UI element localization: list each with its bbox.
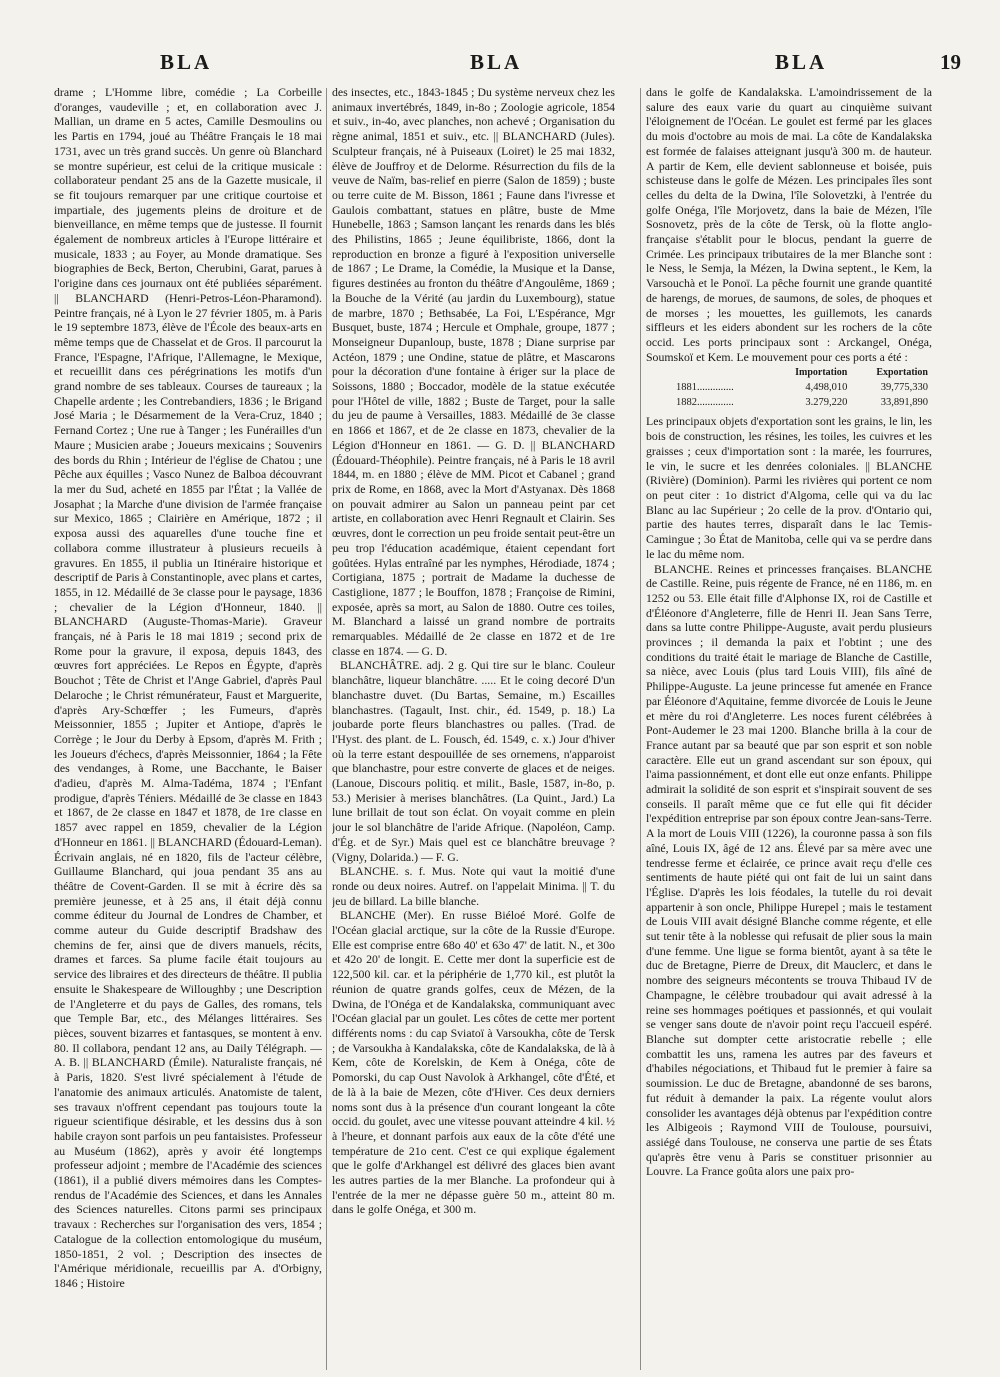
table-row: [646, 381, 932, 396]
entry-blanche-music: BLANCHE. s. f. Mus. Note qui vaut la moitié d'une ronde ou deux noires. Autref. on l'appelait Minima. || T. du jeu de billard. La bille blanche.: [332, 864, 615, 908]
paragraph: des insectes, etc., 1843-1845 ; Du système nerveux chez les animaux invertébrés, 1849, in-8o ; Zoologie agricole, 1854 et suiv., in-4o, avec planches, non achevé ; Organisation du règne animal, 1851 et suiv., etc. || BLANCHARD (Jules). Sculpteur français, né à Puiseaux (Loiret) le 25 mai 1832, élève de Jouffroy et de Delorme. Résurrection du fils de la veuve de Naïm, bas-relief en pierre (Salon de 1859) ; buste ou terre cuite de M. Bisson, 1861 ; Faune dans l'ivresse et Gaulois combattant, statues en plâtre, buste de Mme Hunebelle, 1863 ; Samson lançant les renards dans les blés des Philistins, 1865 ; Jeune équilibriste, 1866, dont la reproduction en bronze a figuré à l'exposition universelle de 1867 ; Le Drame, la Comédie, la Musique et la Danse, figures destinées au fronton du théâtre d'Angoulême, 1869 ; la Bouche de la Vérité (au jardin du Luxembourg), statue de marbre, 1870 ; Bethsabée, La Foi, L'Espérance, Mgr Busquet, buste, 1874 ; Hercule et Omphale, groupe, 1877 ; Monseigneur Dupanloup, buste, 1878 ; Diane surprise par Actéon, 1879 ; une Ondine, statue de plâtre, et Mascarons pour la décoration d'une fontaine à ériger sur la place de Soissons, 1880 ; Boccador, modèle de la statue exécutée pour l'Hôtel de ville, 1882 ; Buste de Target, pour la salle du jeu de paume à Versailles, 1883. Médaillé de 3e classe en 1866 et 1867, et de 2e classe en 1873, chevalier de la Légion d'Honneur en 1861. — G. D. || BLANCHARD (Édouard-Théophile). Peintre français, né à Paris le 18 avril 1844, m. en 1880 ; élève de MM. Picot et Cabanel ; grand prix de Rome, en 1868, avec la Mort d'Astyanax. Dès 1868 on pouvait admirer au Salon un panneau peint par cet artiste, en collaboration avec Henri Regnault et Clairin. Ses œuvres, dont le correction un peu froide sentait peut-être un peu trop l'éducation académique, étaient cependant fort goûtées. Hylas entraîné par les nymphes, Hérodiade, 1874 ; Cortigiana, 1875 ; portrait de Madame la duchesse de Castiglione, 1877 ; le Bouffon, 1878 ; Françoise de Rimini, exposée, après sa mort, au Salon de 1880. Outre ces toiles, M. Blanchard a laissé un grand nombre de portraits remarquables. Médaillé de 2e classe en 1872 et de 1re classe en 1874. — G. D.: [332, 85, 615, 658]
entry-blanchatre: BLANCHÂTRE. adj. 2 g. Qui tire sur le blanc. Couleur blanchâtre, liqueur blanchâtre. ..... Et le coing decoré D'un blanchastre duvet. (Du Bartas, Semaine, m.) Escailles blanchastres. (Tagault, Inst. chir., éd. 1549, p. 18.) La joubarde porte fleurs blanchastres ou palles. (Trad. de l'Hyst. des plant. de L. Fousch, éd. 1549, c. x.) Jour d'hiver où la terre estant despouillée de ses ornemens, n'apparoist que blanchastre, pour estre converte de glaces et de neiges. (Lanoue, Discours politiq. et milit., Basle, 1587, in-8o, p. 53.) Merisier à merises blanchâtres. (La Quint., Jard.) La lune brillait de tout son éclat. On voyait comme en plein jour le sol blanchâtre de l'aride Afrique. (Napoléon, Camp. d'Ég. et de Syr.) Mais quel est ce blanchâtre breuvage ? (Vigny, Dolarida.) — F. G.: [332, 658, 615, 864]
running-head-center: BLA: [470, 50, 523, 74]
paragraph: drame ; L'Homme libre, comédie ; La Corbeille d'oranges, vaudeville ; et, en collaboration avec J. Mallian, un drame en 5 actes, Camille Desmoulins ou les Partis en 1794, joué au Théâtre Français le 18 mai 1731, avec un très grand succès. Un genre où Blanchard se montre supérieur, est celui de la critique musicale : collaborateur pendant 25 ans de la Gazette musicale, il se fit toujours remarquer par une critique courtoise et impartiale, des jugements pleins de droiture et de bienveillance, en même temps que de justesse. Il fournit également de nombreux articles à l'Europe littéraire et musicale, 1833 ; au Foyer, au Monde dramatique. Ses biographies de Beck, Berton, Cherubini, Garat, parues à l'origine dans ces journaux ont été publiées séparément. || BLANCHARD (Henri-Petros-Léon-Pharamond). Peintre français, né à Lyon le 27 février 1805, m. à Paris le 19 septembre 1873, élève de l'École des beaux-arts en même temps que de Chasselat et de Gros. Il parcourut la France, l'Espagne, l'Afrique, l'Allemagne, le Mexique, et recueillit dans ces pérégrinations les motifs d'un grand nombre de ses tableaux. Courses de taureaux ; la Chapelle ardente ; les Contrebandiers, 1836 ; le Brigand José Maria ; le Désarmement de la Vera-Cruz, 1840 ; Fernand Cortez ; Une rue à Tanger ; les Funérailles d'un Maure ; Musicien arabe ; Joueurs mexicains ; Souvenirs des bords du Rhin ; Intérieur de l'église de Chatou ; une Pêche aux équilles ; Vasco Nunez de Balboa découvrant la mer du Sud, acheté en 1855 par l'État ; la Vallée de Josaphat ; la Marche d'une division de l'armée française sur Mexico, 1865 ; Clairière en Amérique, 1872 ; il exposa aussi des aquarelles d'une touche fine et collabora comme illustrateur à plusieurs recueils à gravures. En 1855, il publia un Itinéraire historique et descriptif de Paris à Constantinople, avec plans et cartes, 1855, in 12. Médaillé de 3e classe pour le paysage, 1836 ; chevalier de la Légion d'Honneur, 1840. || BLANCHARD (Auguste-Thomas-Marie). Graveur français, né à Paris le 18 mai 1819 ; second prix de Rome pour la gravure, il exposa, depuis 1843, des œuvres fort appréciées. Le Repos en Égypte, d'après Bouchot ; Tête de Christ et l'Ange Gabriel, d'après Paul Delaroche ; le Christ rémunérateur, Faust et Marguerite, d'après Ary-Schœffer ; les Fumeurs, d'après Meissonnier, 1855 ; Jupiter et Antiope, d'après le Corrège ; le Jour du Derby à Epsom, d'après M. Frith ; les Joueurs d'échecs, d'après Meissonnier, 1864 ; la Fête des vendanges, à Rome, une Bacchante, le Baiser d'adieu, d'après M. Alma-Tadéma, 1874 ; l'Enfant prodigue, d'après Téniers. Médaillé de 3e classe en 1843 et 1867, de 2e classe en 1847 et 1878, de 1re classe en 1857 avec rappel en 1859, chevalier de la Légion d'Honneur en 1861. || BLANCHARD (Édouard-Leman). Écrivain anglais, né en 1820, fils de l'acteur célèbre, Guillaume Blanchard, qui joua pendant 35 ans au théâtre de Covent-Garden. Il se mit à écrire dès sa première jeunesse, et à 25 ans, il était déjà connu comme éditeur du Journal de Londres de Chamber, et comme auteur du Guide descriptif Bradshaw des chemins de fer, ainsi que de divers manuels, récits, drames et farces. Sa plume facile était toujours au service des libraires et des directeurs de théâtre. Il publia ensuite le Shakespeare de Willoughby ; une Description de l'Angleterre et du pays de Galles, des romans, tels que Temple Bar, etc., des Mélanges littéraires. Ses pièces, souvent bizarres et fantasques, se montent à env. 80. Il collabora, pendant 12 ans, au Daily Télégraph. — A. B. || BLANCHARD (Émile). Naturaliste français, né à Paris, 1820. S'est livré spécialement à l'étude de l'anatomie des animaux articulés. Anatomiste de talent, ses travaux n'offrent cependant pas toujours toute la rigueur scientifique désirable, et les dessins dus à son habile crayon sont parfois un peu fantaisistes. Professeur au Muséum (1862), après y avoir été longtemps professeur adjoint ; membre de l'Académie des sciences (1861), il a publié divers mémoires dans les Comptes-rendus de l'Académie des Sciences, et dans les Annales des Sciences naturelles. Citons parmi ses principaux travaux : Recherches sur l'organisation des vers, 1854 ; Catalogue de la collection entomologique du muséum, 1850-1851, 2 vol. ; Description des insectes de l'Amérique méridionale, recueillis par A. d'Orbigny, 1846 ; Histoire: [54, 85, 322, 1290]
text-column-2: [332, 85, 615, 1375]
table-cell: 1881..............: [676, 382, 734, 394]
table-cell: 33,891,890: [880, 396, 928, 408]
table-cell: 1882..............: [676, 396, 734, 408]
page-number: 19: [940, 50, 961, 74]
trade-table: [646, 366, 932, 410]
running-head-left: BLA: [160, 50, 213, 74]
table-header: Importation: [795, 367, 848, 379]
paragraph: dans le golfe de Kandalakska. L'amoindrissement de la salure des eaux varie du quart au cinquième suivant l'éloignement de l'Océan. Le goulet est fermé par les glaces du mois d'octobre au mois de mai. La côte de Kandalakska est formée de falaises atteignant jusqu'à 300 m. de hauteur. A partir de Kem, elle devient sablonneuse et boisée, puis schisteuse dans le golfe de Mézen. Les principales îles sont celles du delta de la Dwina, l'île Solovetzki, à l'entrée du golfe Onéga, l'île Morjovetz, dans la baie de Mézen, l'île Sosnovetz, près de la côte de Tersk, où la flotte anglo-française s'établit pour le blocus, pendant la guerre de Crimée. Les principaux tributaires de la mer Blanche sont : le Ness, le Semja, la Mézen, la Dwina septent., le Kem, la Varsouchà et le Ponoï. La pêche fournit une grande quantité de harengs, de morues, de saumons, de soles, de phoques et de morses ; les mouettes, les guillemots, les canards siffleurs et les eiders abondent sur les rochers de la côte occid. Les ports principaux sont : Arckangel, Onéga, Soumskoï et Kem. Le mouvement pour ces ports a été :: [646, 85, 932, 364]
table-cell: 39,775,330: [880, 382, 928, 394]
table-header: [646, 366, 770, 381]
running-head-right: BLA: [775, 50, 828, 74]
table-cell: 4,498,010: [805, 382, 848, 394]
entry-blanche-mer: BLANCHE (Mer). En russe Biéloé Moré. Golfe de l'Océan glacial arctique, sur la côte de la Russie d'Europe. Elle est comprise entre 68o 40' et 63o 47' de latit. N., et 30o et 42o 20' de longit. E. Cette mer dont la superficie est de 122,500 kil. car. et la périphérie de 1,770 kil., est plutôt la réunion de quatre grands golfes, ceux de Mézen, de la Dwina, de l'Onéga et de Kandalakska, communiquant avec l'Océan glacial par un goulet. Les côtes de cette mer portent différents noms : du cap Sviatoï à Varsoukha, côte de Tersk ; de Varsoukha à Kandalakska, côte de Kandalakska, de là à Kem, côte de Korelskin, de Kem à Onéga, côte de Pomorski, du cap Oust Navolok à Arkhangel, côte d'Été, et de là à la baie de Mezen, côte d'Hiver. Ces deux derniers noms sont dus à la présence d'un courant longeant la côte occid. du goulet, avec une vitesse pouvant atteindre 4 kil. ½ à l'heure, et donnant parfois aux eaux de la côte d'été une température de 21o cent. C'est ce qui explique également que le golfe d'Arkhangel est délivré des glaces bien avant les autres parties de la mer Blanche. La profondeur qui à l'entrée de la mer ne dépasse guère 50 m., atteint 80 m. dans le golfe Onéga, et 300 m.: [332, 908, 615, 1217]
text-column-3: [646, 85, 932, 1375]
table-cell: 3.279,220: [805, 396, 848, 408]
table-header-row: [646, 366, 932, 381]
entry-blanche-reines: BLANCHE. Reines et princesses françaises. BLANCHE de Castille. Reine, puis régente de France, né en 1186, m. en 1252 ou 53. Elle était fille d'Alphonse IX, roi de Castille et d'Éléonore d'Angleterre, fille de Henri II. Jean Sans Terre, dans sa lutte contre Philippe-Auguste, avait perdu plusieurs provinces ; il demanda la paix et l'obtint ; une des conditions du traité était le mariage de Blanche de Castille, sa nièce, avec Louis (plus tard Louis VIII), fils aîné de Philippe-Auguste. La jeune princesse fut amenée en France par Éléonore d'Aquitaine, femme divorcée de Louis le Jeune et mère du roi d'Angleterre. Les noces furent célébrées à Pont-Audemer le 23 mai 1200. Blanche brilla à la cour de France autant par sa beauté que par son esprit et son noble caractère. Elle eut un grand ascendant sur son époux, qui l'aima passionnément, et dont elle eut onze enfants. Philippe admirait la solidité de son esprit et s'inspirait souvent de ses conseils. Il paraît même que ce fut elle qui fit décider l'expédition entreprise par son époux contre Jean-sans-Terre. A la mort de Louis VIII (1226), la couronne passa à son fils aîné, Louis IX, âgé de 12 ans. Élevé par sa mère avec une tendresse ferme et éclairée, ce prince avait reçu d'elle ces sentiments de haute piété qui ont fait de lui un saint dans l'Église. D'après les lois féodales, la tutelle du roi devait appartenir à son oncle, Philippe Hurepel ; mais le testament de Louis VIII avait désigné Blanche comme régente, et elle sut tenir tête à la noblesse qui refusait de plier sous la main d'une femme. Une ligue se forma bientôt, ayant à sa tête le duc de Bretagne, Pierre de Dreux, dit Mauclerc, et dans le nombre des seigneurs mécontents se trouva Thibaud IV de Champagne, le célèbre troubadour qui avait adressé à la reine ses hommages poétiques et passionnés, et qui voulait se venger sans doute de n'avoir point reçu l'accueil espéré. Blanche sut dompter cette aristocratie rebelle ; elle combattit les uns, ramena les autres par des faveurs et d'habiles négociations, et Thibaud fut le premier à faire sa soumission. Le duc de Bretagne, abandonné de ses barons, fut réduit à demander la paix. La régente voulut alors consolider les avantages déjà obtenus par l'expédition contre les Albigeois ; Raymond VIII de Toulouse, poursuivi, assiégé dans Toulouse, ne conserva une partie de ses États qu'après être venu à Paris se constituer prisonnier au Louvre. La France goûta alors une paix pro-: [646, 561, 932, 1179]
text-column-1: [54, 85, 322, 1375]
column-divider: [640, 88, 641, 1370]
paragraph: Les principaux objets d'exportation sont les grains, le lin, les bois de construction, les résines, les toiles, les cuivres et les graisses ; ceux d'importation sont : la marée, les fourrures, le vin, le sucre et les denrées coloniales. || BLANCHE (Rivière) (Dominion). Parmi les rivières qui portent ce nom on peut citer : 1o district d'Algoma, celle qui va du lac Blanc au lac Supérieur ; 2o celle de la prov. d'Ontario qui, partie des hautes terres, disparaît dans le lac Temis-Camingue ; 3o État de Manitoba, celle qui va se perdre dans le lac du même nom.: [646, 414, 932, 561]
table-row: [646, 396, 932, 411]
table-header: Exportation: [876, 367, 928, 379]
column-divider: [326, 88, 327, 1370]
